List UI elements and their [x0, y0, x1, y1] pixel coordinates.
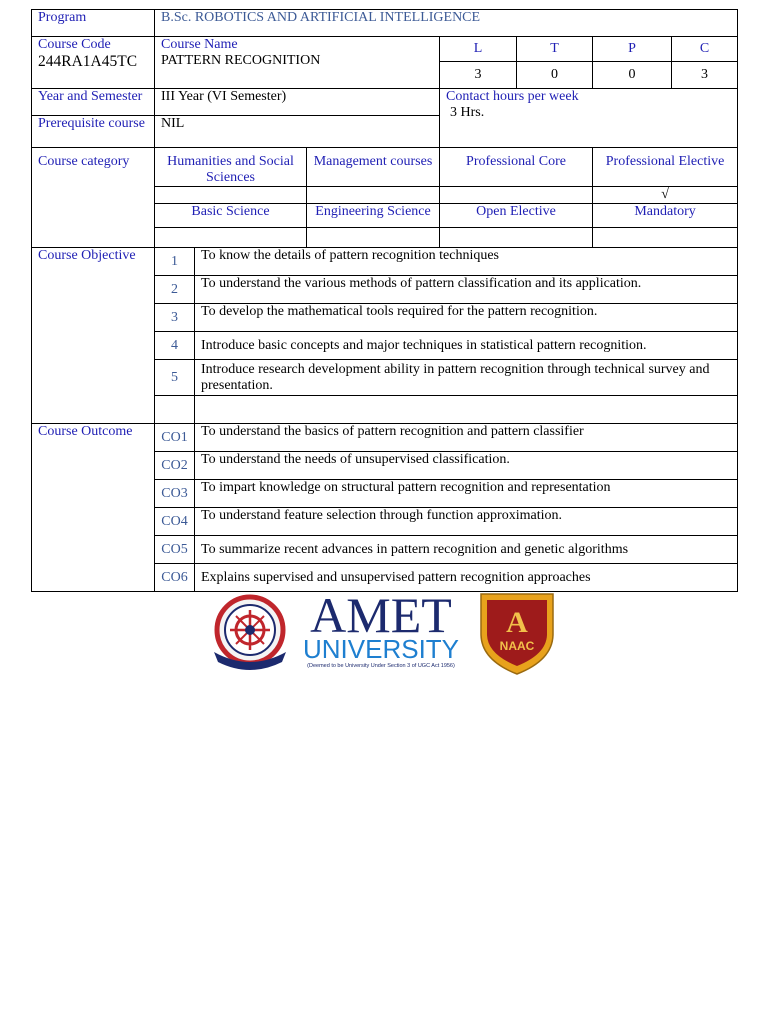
objective-text: To understand the various methods of pattern classification and its application.	[195, 276, 738, 304]
objective-text: Introduce research development ability in pattern recognition through technical survey and presentation.	[195, 360, 738, 396]
program-value: B.Sc. ROBOTICS AND ARTIFICIAL INTELLIGENCE	[155, 10, 738, 37]
category-humanities-mark	[155, 187, 307, 204]
ltpc-value-c: 3	[672, 62, 738, 89]
outcome-text: To summarize recent advances in pattern recognition and genetic algorithms	[195, 536, 738, 564]
year-value: III Year (VI Semester)	[155, 89, 440, 116]
category-professional-elective: Professional Elective	[593, 148, 738, 187]
ameti-seal-logo	[214, 597, 286, 670]
category-professional-elective-mark: √	[593, 187, 738, 204]
ltpc-value-l: 3	[440, 62, 517, 89]
outcome-text: Explains supervised and unsupervised pattern recognition approaches	[195, 564, 738, 592]
objective-text-empty	[195, 396, 738, 424]
category-open-elective-mark	[440, 228, 593, 248]
objective-number: 4	[155, 332, 195, 360]
category-basic-science: Basic Science	[155, 204, 307, 228]
outcome-number: CO4	[155, 508, 195, 536]
objective-text: To know the details of pattern recognition techniques	[195, 248, 738, 276]
ltpc-value-p: 0	[593, 62, 672, 89]
course-name-label: Course Name	[161, 37, 238, 52]
ltpc-value-t: 0	[517, 62, 593, 89]
objective-text: To develop the mathematical tools required for the pattern recognition.	[195, 304, 738, 332]
category-management-mark	[307, 187, 440, 204]
contact-hours-cell	[440, 89, 738, 148]
amet-university-logo	[303, 588, 459, 669]
ltpc-header-l: L	[440, 37, 517, 62]
amet-tagline: (Deemed to be University Under Section 3 of UGC Act 1956)	[307, 663, 455, 669]
program-label: Program	[32, 10, 155, 37]
category-engineering-science: Engineering Science	[307, 204, 440, 228]
objective-number: 5	[155, 360, 195, 396]
category-mandatory: Mandatory	[593, 204, 738, 228]
objective-number: 2	[155, 276, 195, 304]
outcome-text: To understand the basics of pattern recognition and pattern classifier	[195, 424, 738, 452]
course-code-label: Course Code	[38, 37, 111, 52]
prerequisite-value: NIL	[155, 116, 440, 148]
naac-text: NAAC	[499, 639, 535, 653]
category-mandatory-mark	[593, 228, 738, 248]
contact-hours-label: Contact hours per week	[446, 89, 579, 104]
objective-number: 1	[155, 248, 195, 276]
naac-shield-logo	[481, 594, 553, 674]
category-management: Management courses	[307, 148, 440, 187]
syllabus-table	[31, 9, 738, 592]
outcome-number: CO3	[155, 480, 195, 508]
ltpc-header-p: P	[593, 37, 672, 62]
objective-number-empty	[155, 396, 195, 424]
ltpc-header-t: T	[517, 37, 593, 62]
outcome-label: Course Outcome	[32, 424, 155, 592]
objective-text: Introduce basic concepts and major techniques in statistical pattern recognition.	[195, 332, 738, 360]
outcome-number: CO1	[155, 424, 195, 452]
objective-label: Course Objective	[32, 248, 155, 424]
category-engineering-science-mark	[307, 228, 440, 248]
naac-grade: A	[506, 606, 528, 639]
category-professional-core-mark	[440, 187, 593, 204]
category-professional-core: Professional Core	[440, 148, 593, 187]
amet-subtitle: UNIVERSITY	[302, 634, 460, 664]
category-humanities: Humanities and Social Sciences	[155, 148, 307, 187]
year-label: Year and Semester	[32, 89, 155, 116]
outcome-number: CO5	[155, 536, 195, 564]
ltpc-header-c: C	[672, 37, 738, 62]
outcome-text: To understand feature selection through function approximation.	[195, 508, 738, 536]
course-name-cell	[155, 37, 440, 89]
logos-svg	[0, 588, 768, 678]
outcome-text: To understand the needs of unsupervised classification.	[195, 452, 738, 480]
logo-strip	[0, 588, 768, 678]
outcome-text: To impart knowledge on structural pattern recognition and representation	[195, 480, 738, 508]
category-label: Course category	[32, 148, 155, 248]
prerequisite-label: Prerequisite course	[32, 116, 155, 148]
contact-hours-value: 3 Hrs.	[450, 105, 485, 120]
objective-number: 3	[155, 304, 195, 332]
outcome-number: CO2	[155, 452, 195, 480]
course-code-cell	[32, 37, 155, 89]
category-open-elective: Open Elective	[440, 204, 593, 228]
category-basic-science-mark	[155, 228, 307, 248]
amet-title: AMET	[310, 588, 452, 643]
outcome-number: CO6	[155, 564, 195, 592]
course-name-value: PATTERN RECOGNITION	[161, 53, 321, 68]
course-code-value: 244RA1A45TC	[38, 53, 138, 70]
